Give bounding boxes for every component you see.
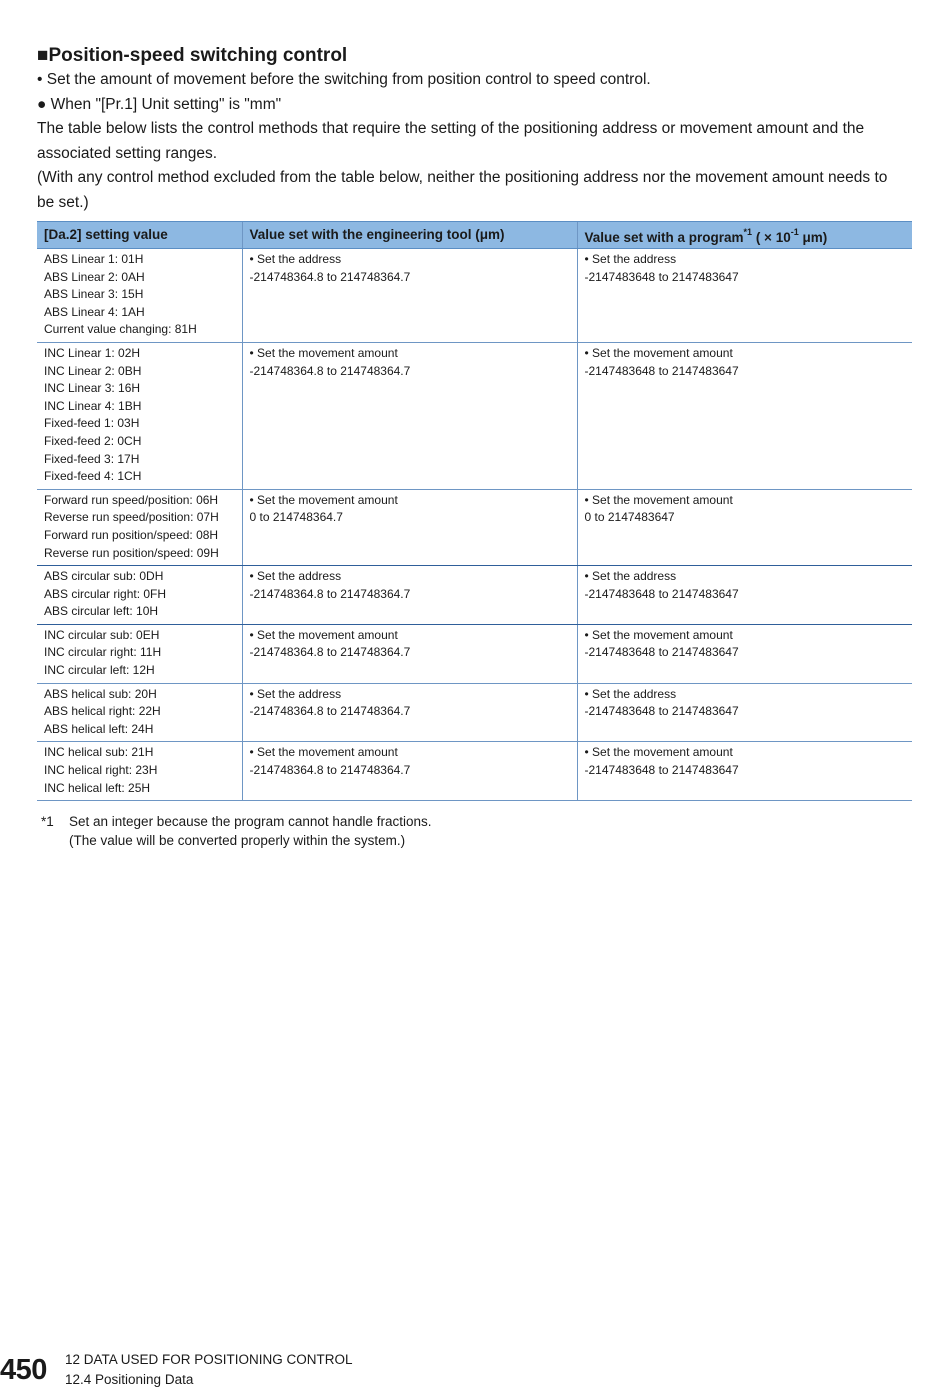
table-header-row	[37, 222, 912, 249]
setting-value: Fixed-feed 2: 0CH	[44, 433, 142, 448]
setting-note: • Set the movement amount	[584, 492, 733, 507]
setting-range: -214748364.8 to 214748364.7	[249, 704, 411, 719]
setting-value-cell	[37, 624, 242, 683]
setting-value: Forward run speed/position: 06H	[44, 492, 219, 507]
setting-range: -214748364.8 to 214748364.7	[249, 586, 411, 601]
footnote-line: Set an integer because the program cannot handle fractions.	[69, 814, 432, 829]
setting-value: ABS circular left: 10H	[44, 604, 159, 619]
setting-value-cell	[37, 742, 242, 801]
setting-range: -214748364.8 to 214748364.7	[249, 363, 411, 378]
intro-line: The table below lists the control methods that require the setting of the positioning address or movement amount and the	[37, 120, 865, 137]
setting-value: ABS helical right: 22H	[44, 704, 161, 719]
engineering-tool-cell	[242, 566, 577, 625]
footnote-line: (The value will be converted properly within the system.)	[69, 833, 406, 848]
table-row	[37, 489, 912, 565]
setting-range: -2147483648 to 2147483647	[584, 763, 739, 778]
program-cell	[577, 683, 912, 742]
setting-value-cell	[37, 566, 242, 625]
setting-note: • Set the movement amount	[249, 492, 398, 507]
setting-value: INC circular left: 12H	[44, 663, 155, 678]
setting-range-table	[37, 221, 912, 801]
header-engineering-tool: Value set with the engineering tool (μm)	[242, 222, 577, 249]
setting-range: -214748364.8 to 214748364.7	[249, 645, 411, 660]
setting-value: INC circular sub: 0EH	[44, 627, 160, 642]
setting-value: ABS Linear 2: 0AH	[44, 269, 145, 284]
table-body	[37, 249, 912, 801]
intro-line: associated setting ranges.	[37, 144, 218, 162]
program-cell	[577, 742, 912, 801]
table-row	[37, 742, 912, 801]
setting-value: ABS circular sub: 0DH	[44, 569, 164, 584]
table-row	[37, 342, 912, 489]
setting-value: Current value changing: 81H	[44, 322, 197, 337]
setting-value: ABS circular right: 0FH	[44, 586, 167, 601]
setting-range: -214748364.8 to 214748364.7	[249, 763, 411, 778]
setting-value-cell	[37, 683, 242, 742]
section-heading: ■Position-speed switching control	[37, 45, 348, 66]
setting-value: Fixed-feed 4: 1CH	[44, 469, 142, 484]
setting-note: • Set the address	[584, 686, 677, 701]
setting-value: ABS Linear 3: 15H	[44, 287, 144, 302]
setting-note: • Set the movement amount	[584, 345, 733, 360]
unit-condition: ● When "[Pr.1] Unit setting" is "mm"	[37, 96, 282, 113]
setting-note: • Set the address	[249, 686, 342, 701]
setting-value: INC Linear 4: 1BH	[44, 398, 142, 413]
program-cell	[577, 489, 912, 565]
engineering-tool-cell	[242, 489, 577, 565]
setting-range: -2147483648 to 2147483647	[584, 645, 739, 660]
engineering-tool-cell	[242, 624, 577, 683]
program-cell	[577, 342, 912, 489]
setting-value: ABS Linear 4: 1AH	[44, 304, 145, 319]
setting-range: -2147483648 to 2147483647	[584, 586, 739, 601]
engineering-tool-cell	[242, 342, 577, 489]
setting-value: ABS helical sub: 20H	[44, 686, 157, 701]
setting-note: • Set the movement amount	[584, 745, 733, 760]
setting-value-cell	[37, 249, 242, 343]
intro-line: (With any control method excluded from the table below, neither the positioning address nor the movement amount needs to	[37, 169, 888, 186]
setting-range: -2147483648 to 2147483647	[584, 269, 739, 284]
engineering-tool-cell	[242, 742, 577, 801]
table-row	[37, 683, 912, 742]
footnote-mark: *1	[41, 814, 54, 829]
setting-value: Reverse run speed/position: 07H	[44, 510, 219, 525]
setting-value: INC helical left: 25H	[44, 780, 151, 795]
page-number: 450	[0, 1354, 47, 1386]
program-cell	[577, 566, 912, 625]
setting-note: • Set the address	[584, 569, 677, 584]
setting-value: INC Linear 2: 0BH	[44, 363, 142, 378]
table-row	[37, 249, 912, 343]
engineering-tool-cell	[242, 683, 577, 742]
header-program-unit-end: μm)	[798, 229, 828, 245]
setting-value: INC helical sub: 21H	[44, 745, 154, 760]
setting-value: INC helical right: 23H	[44, 763, 158, 778]
setting-value: INC circular right: 11H	[44, 645, 162, 660]
program-cell	[577, 249, 912, 343]
setting-value: ABS Linear 1: 01H	[44, 252, 144, 266]
header-program-label: Value set with a program	[584, 229, 744, 245]
bullet-note: • Set the amount of movement before the switching from position control to speed control.	[37, 71, 651, 88]
chapter-title: 12 DATA USED FOR POSITIONING CONTROL	[65, 1352, 353, 1367]
header-exponent: -1	[790, 226, 799, 237]
setting-value: Fixed-feed 1: 03H	[44, 416, 140, 431]
section-title: 12.4 Positioning Data	[65, 1372, 194, 1387]
setting-note: • Set the movement amount	[249, 627, 398, 642]
setting-note: • Set the address	[584, 252, 677, 266]
setting-range: 0 to 214748364.7	[249, 510, 343, 525]
setting-value: INC Linear 3: 16H	[44, 381, 141, 396]
setting-value-cell	[37, 342, 242, 489]
setting-value: Forward run position/speed: 08H	[44, 527, 219, 542]
table-row	[37, 566, 912, 625]
setting-note: • Set the movement amount	[249, 345, 398, 360]
setting-value-cell	[37, 489, 242, 565]
setting-note: • Set the address	[249, 252, 342, 266]
setting-note: • Set the movement amount	[249, 745, 398, 760]
intro-paragraph	[37, 117, 917, 215]
setting-range: -2147483648 to 2147483647	[584, 704, 739, 719]
engineering-tool-cell	[242, 249, 577, 343]
header-program	[577, 222, 912, 249]
setting-range: 0 to 2147483647	[584, 510, 675, 525]
table-row	[37, 624, 912, 683]
setting-range: -214748364.8 to 214748364.7	[249, 269, 411, 284]
setting-value: Reverse run position/speed: 09H	[44, 545, 219, 560]
program-cell	[577, 624, 912, 683]
setting-note: • Set the movement amount	[584, 627, 733, 642]
header-setting-value: [Da.2] setting value	[37, 222, 242, 249]
setting-range: -2147483648 to 2147483647	[584, 363, 739, 378]
setting-value: ABS helical left: 24H	[44, 721, 154, 736]
intro-line: be set.)	[37, 193, 89, 211]
setting-value: INC Linear 1: 02H	[44, 345, 141, 360]
setting-note: • Set the address	[249, 569, 342, 584]
footnote-ref: *1	[743, 226, 753, 237]
header-program-unit: ( × 10	[752, 229, 791, 245]
setting-value: Fixed-feed 3: 17H	[44, 451, 140, 466]
